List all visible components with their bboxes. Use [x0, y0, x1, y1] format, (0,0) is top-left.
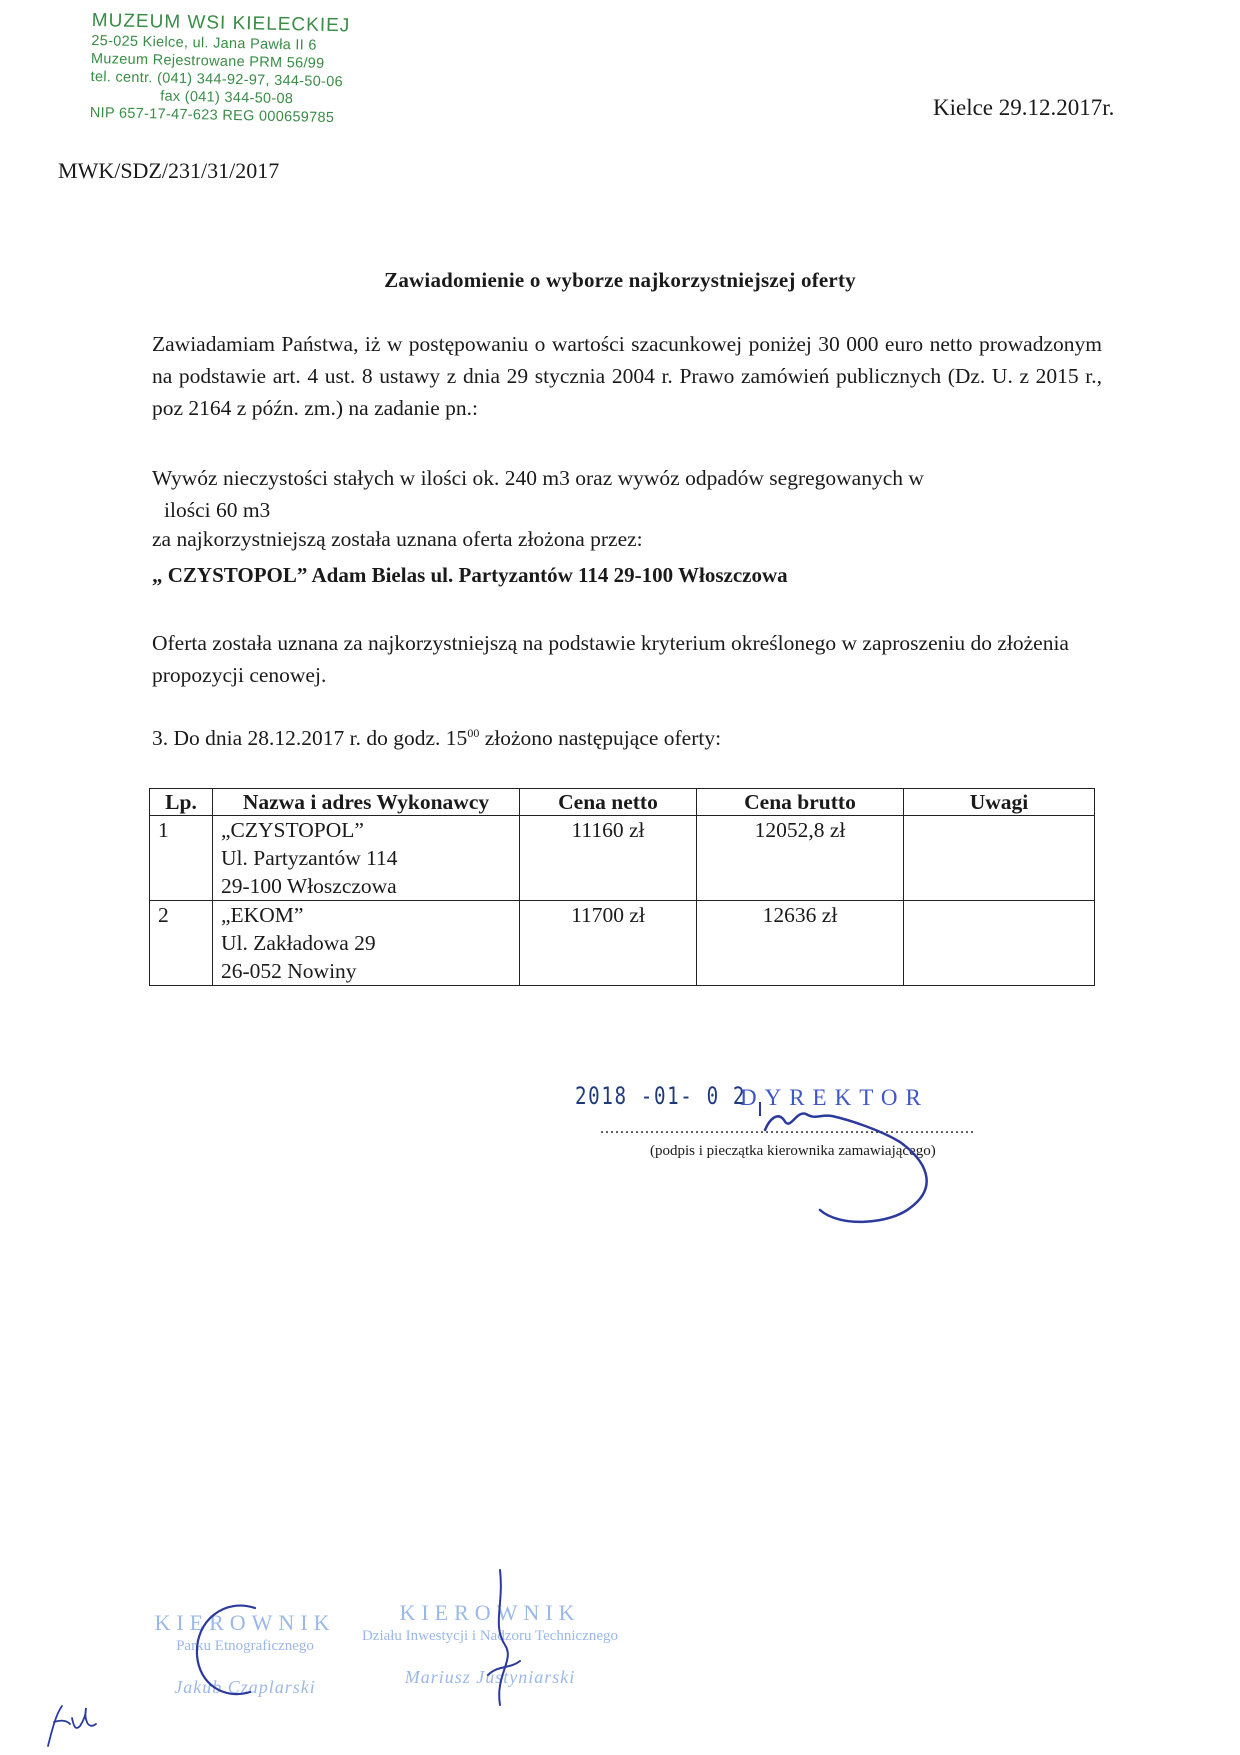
received-date-stamp: 2018 -01- 0 2	[575, 1082, 747, 1110]
contractor-city: 29-100 Włoszczowa	[221, 874, 397, 898]
investment-manager-signature-icon	[470, 1565, 540, 1715]
letterhead-stamp	[90, 10, 351, 127]
letterhead-nip: NIP 657-17-47-623 REG 000659785	[89, 104, 335, 127]
header-lp: Lp.	[150, 789, 213, 816]
contractor-city: 26-052 Nowiny	[221, 959, 357, 983]
cell-net-price: 11700 zł	[520, 901, 697, 986]
task-line-1: Wywóz nieczystości stałych w ilości ok. 240 m3 oraz wywóz odpadów segregowanych w	[152, 466, 924, 490]
stamp-title: KIEROWNIK	[154, 1610, 336, 1635]
table-row	[150, 901, 1095, 986]
winning-offer: „ CZYSTOPOL” Adam Bielas ul. Partyzantów 114 29-100 Włoszczowa	[152, 563, 788, 587]
letterhead-fax: fax (041) 344-50-08	[160, 88, 294, 108]
table-row	[150, 816, 1095, 901]
header-contractor: Nazwa i adres Wykonawcy	[213, 789, 520, 816]
stamp-name: Mariusz Justyniarski	[404, 1667, 576, 1687]
place-date: Kielce 29.12.2017r.	[933, 95, 1115, 120]
task-line-2: ilości 60 m3	[164, 498, 271, 522]
initials-signature-icon	[40, 1700, 100, 1750]
contractor-name: „EKOM”	[221, 903, 304, 927]
stamp-title: KIEROWNIK	[399, 1600, 581, 1625]
cell-notes	[904, 901, 1095, 986]
letterhead-institution: MUZEUM WSI KIELECKIEJ	[91, 10, 351, 37]
letterhead-address: 25-025 Kielce, ul. Jana Pawła II 6	[91, 32, 317, 54]
cell-gross-price: 12636 zł	[697, 901, 904, 986]
cell-contractor	[213, 901, 520, 986]
paragraph-offers-list	[152, 726, 721, 751]
paragraph-notification: Zawiadamiam Państwa, iż w postępowaniu o wartości szacunkowej poniżej 30 000 euro netto prowadzonym na podstawie art. 4 ust. 8 ustawy z dnia 29 stycznia 2004 r. Prawo zamówień publicznych (Dz. U. z 2015 r., poz 2164 z późn. zm.) na zadanie pn.:	[152, 332, 1102, 420]
reference-number: MWK/SDZ/231/31/2017	[58, 158, 280, 183]
document-title: Zawiadomienie o wyborze najkorzystniejszej oferty	[384, 268, 856, 292]
cell-lp: 1	[150, 816, 213, 901]
header-gross-price: Cena brutto	[697, 789, 904, 816]
cell-net-price: 11160 zł	[520, 816, 697, 901]
signature-line: ...........................................................................	[600, 1120, 975, 1137]
park-manager-signature-icon	[185, 1600, 295, 1710]
offers-table	[149, 788, 1095, 986]
stamp-subtitle: Działu Inwestycji i Nadzoru Technicznego	[361, 1628, 619, 1644]
table-header-row	[150, 789, 1095, 816]
letterhead-register: Muzeum Rejestrowane PRM 56/99	[90, 50, 325, 72]
cell-lp: 2	[150, 901, 213, 986]
stamp-name: Jakub Czaplarski	[174, 1677, 316, 1697]
signature-caption: (podpis i pieczątka kierownika zamawiającego)	[650, 1143, 936, 1159]
offers-intro-tail: złożono następujące oferty:	[479, 726, 722, 751]
letterhead-phone: tel. centr. (041) 344-92-97, 344-50-06	[90, 68, 344, 91]
director-signature-icon	[740, 1090, 990, 1240]
offers-time-minutes: 00	[467, 726, 480, 740]
cell-gross-price: 12052,8 zł	[697, 816, 904, 901]
header-net-price: Cena netto	[520, 789, 697, 816]
stamp-subtitle: Parku Etnograficznego	[176, 1638, 314, 1654]
offers-intro-text: 3. Do dnia 28.12.2017 r. do godz. 15	[152, 726, 468, 751]
task-description	[152, 462, 1092, 526]
header-notes: Uwagi	[904, 789, 1095, 816]
contractor-name: „CZYSTOPOL”	[221, 818, 364, 842]
director-stamp: DYREKTOR	[740, 1085, 929, 1110]
contractor-street: Ul. Zakładowa 29	[221, 931, 376, 955]
cell-contractor	[213, 816, 520, 901]
contractor-street: Ul. Partyzantów 114	[221, 846, 398, 870]
cell-notes	[904, 816, 1095, 901]
paragraph-criterion: Oferta została uznana za najkorzystniejszą na podstawie kryterium określonego w zaproszeniu do złożenia propozycji cenowej.	[152, 631, 1069, 687]
winner-intro: za najkorzystniejszą została uznana oferta złożona przez:	[152, 527, 643, 551]
